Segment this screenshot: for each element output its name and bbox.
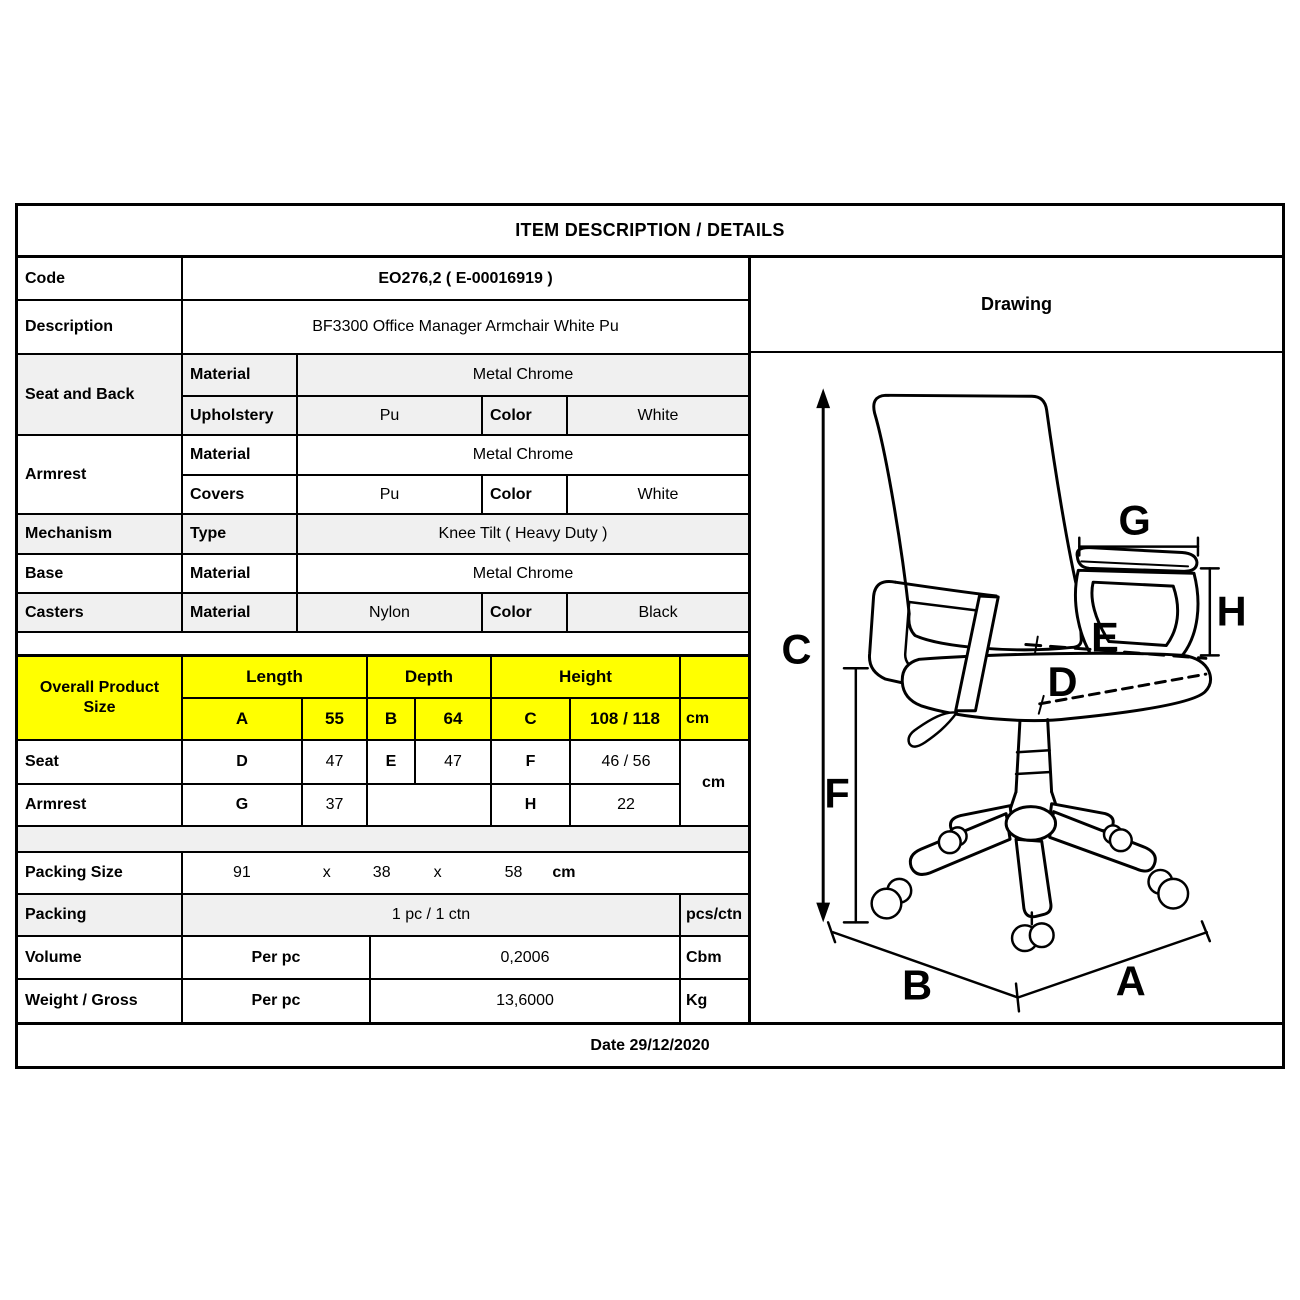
dim-b-label: B — [368, 699, 416, 739]
dim-label-a: A — [1115, 957, 1146, 1005]
drawing-header: Drawing — [751, 258, 1282, 353]
dim-a-label: A — [183, 699, 303, 739]
packing-x2: x — [433, 864, 442, 881]
type-value: Knee Tilt ( Heavy Duty ) — [438, 525, 608, 542]
mechanism-label: Mechanism — [18, 515, 183, 553]
overall-size-group — [18, 657, 748, 741]
packing-dim1: 91 — [233, 864, 251, 881]
dims-unit: cm — [701, 774, 726, 791]
dim-g-value: 37 — [303, 785, 368, 825]
packing-value: 1 pc / 1 ctn — [183, 895, 681, 935]
dim-label-e: E — [1091, 613, 1119, 661]
dim-label-d: D — [1047, 657, 1078, 705]
dim-f-value: 46 / 56 — [601, 753, 651, 770]
overall-size-label: Overall Product Size — [18, 657, 183, 739]
packing-x1: x — [322, 864, 331, 881]
packing-size-unit: cm — [552, 864, 576, 881]
dim-c-label: C — [492, 699, 571, 739]
material-value: Metal Chrome — [472, 446, 574, 463]
covers-value: Pu — [298, 476, 483, 513]
description-value: BF3300 Office Manager Armchair White Pu — [312, 318, 619, 335]
color-label: Color — [483, 476, 568, 513]
color-value: White — [637, 485, 679, 503]
packing-size-label: Packing Size — [18, 853, 183, 893]
covers-label: Covers — [183, 476, 298, 513]
size-header-unit-cell — [681, 657, 748, 697]
seat-and-back-upholstery-row — [183, 397, 748, 434]
seat-and-back-group — [18, 355, 748, 436]
empty-cell — [368, 785, 492, 825]
casters-label: Casters — [18, 594, 183, 631]
packing-row — [18, 895, 748, 937]
height-header: Height — [492, 657, 681, 697]
weight-per: Per pc — [183, 980, 371, 1022]
dim-f-label: F — [492, 741, 571, 783]
dim-label-b: B — [902, 961, 933, 1009]
weight-label: Weight / Gross — [18, 980, 183, 1022]
size-values-row — [183, 699, 748, 739]
material-label: Material — [183, 555, 298, 592]
size-header-row — [183, 657, 748, 699]
base-row — [18, 555, 748, 594]
armrest-dims-label: Armrest — [25, 796, 87, 813]
weight-row — [18, 980, 748, 1022]
packing-size-value — [183, 853, 748, 893]
spacer-row — [18, 827, 748, 853]
chair-drawing — [751, 353, 1282, 1022]
color-label: Color — [483, 397, 568, 434]
mechanism-row — [18, 515, 748, 555]
seat-dims-label: Seat — [18, 741, 181, 785]
code-value: EO276,2 ( E-00016919 ) — [378, 269, 553, 287]
dim-b-value: 64 — [416, 699, 492, 739]
upholstery-value: Pu — [298, 397, 483, 434]
material-label: Material — [183, 594, 298, 631]
armrest-dims-row — [183, 785, 679, 825]
spec-sheet — [15, 203, 1285, 1069]
length-header: Length — [183, 657, 368, 697]
type-label: Type — [183, 515, 298, 553]
dim-e-value: 47 — [416, 741, 492, 783]
volume-value: 0,2006 — [371, 937, 681, 978]
armrest-label: Armrest — [18, 436, 183, 513]
color-value: Black — [638, 603, 678, 621]
casters-row — [18, 594, 748, 633]
size-unit: cm — [686, 710, 710, 727]
volume-row — [18, 937, 748, 980]
page-title: ITEM DESCRIPTION / DETAILS — [18, 206, 1282, 258]
armrest-group — [18, 436, 748, 515]
office-chair-line-drawing-icon — [751, 353, 1282, 1022]
sheet-body — [18, 258, 1282, 1022]
material-label: Material — [183, 355, 298, 395]
material-value: Nylon — [298, 594, 483, 631]
dim-c-value: 108 / 118 — [571, 699, 681, 739]
weight-unit: Kg — [686, 992, 708, 1009]
seat-dims-row — [183, 741, 679, 785]
packing-dim3: 58 — [504, 864, 523, 881]
code-label: Code — [18, 258, 183, 299]
dim-h-value: 22 — [617, 796, 635, 813]
description-row — [18, 301, 748, 355]
armrest-material-row — [183, 436, 748, 476]
volume-label: Volume — [18, 937, 183, 978]
material-value: Metal Chrome — [472, 564, 574, 582]
packing-label: Packing — [18, 895, 183, 935]
dim-h-label: H — [492, 785, 571, 825]
dim-d-label: D — [183, 741, 303, 783]
spacer-row — [18, 633, 748, 657]
color-value: White — [637, 406, 679, 424]
material-label: Material — [183, 436, 298, 474]
packing-dim2: 38 — [372, 864, 391, 881]
packing-size-row — [18, 853, 748, 895]
code-row — [18, 258, 748, 301]
armrest-covers-row — [183, 476, 748, 513]
dim-e-label: E — [368, 741, 416, 783]
dim-g-label: G — [183, 785, 303, 825]
dim-d-value: 47 — [303, 741, 368, 783]
seat-and-back-material-row — [183, 355, 748, 397]
upholstery-label: Upholstery — [183, 397, 298, 434]
dim-a-value: 55 — [303, 699, 368, 739]
drawing-panel — [748, 258, 1282, 1022]
date-row: Date 29/12/2020 — [18, 1022, 1282, 1066]
volume-unit: Cbm — [686, 948, 722, 966]
weight-value: 13,6000 — [371, 980, 681, 1022]
dim-label-c: C — [781, 625, 812, 673]
depth-header: Depth — [368, 657, 492, 697]
dims-block — [18, 741, 748, 827]
seat-and-back-label: Seat and Back — [18, 355, 183, 434]
volume-per: Per pc — [183, 937, 371, 978]
dim-label-g: G — [1118, 496, 1151, 544]
dim-label-f: F — [824, 769, 850, 817]
spec-table — [18, 258, 748, 1022]
dim-label-h: H — [1216, 587, 1247, 635]
packing-unit: pcs/ctn — [686, 906, 743, 923]
base-label: Base — [18, 555, 183, 592]
color-label: Color — [483, 594, 568, 631]
description-label: Description — [18, 301, 183, 353]
material-value: Metal Chrome — [472, 366, 574, 383]
